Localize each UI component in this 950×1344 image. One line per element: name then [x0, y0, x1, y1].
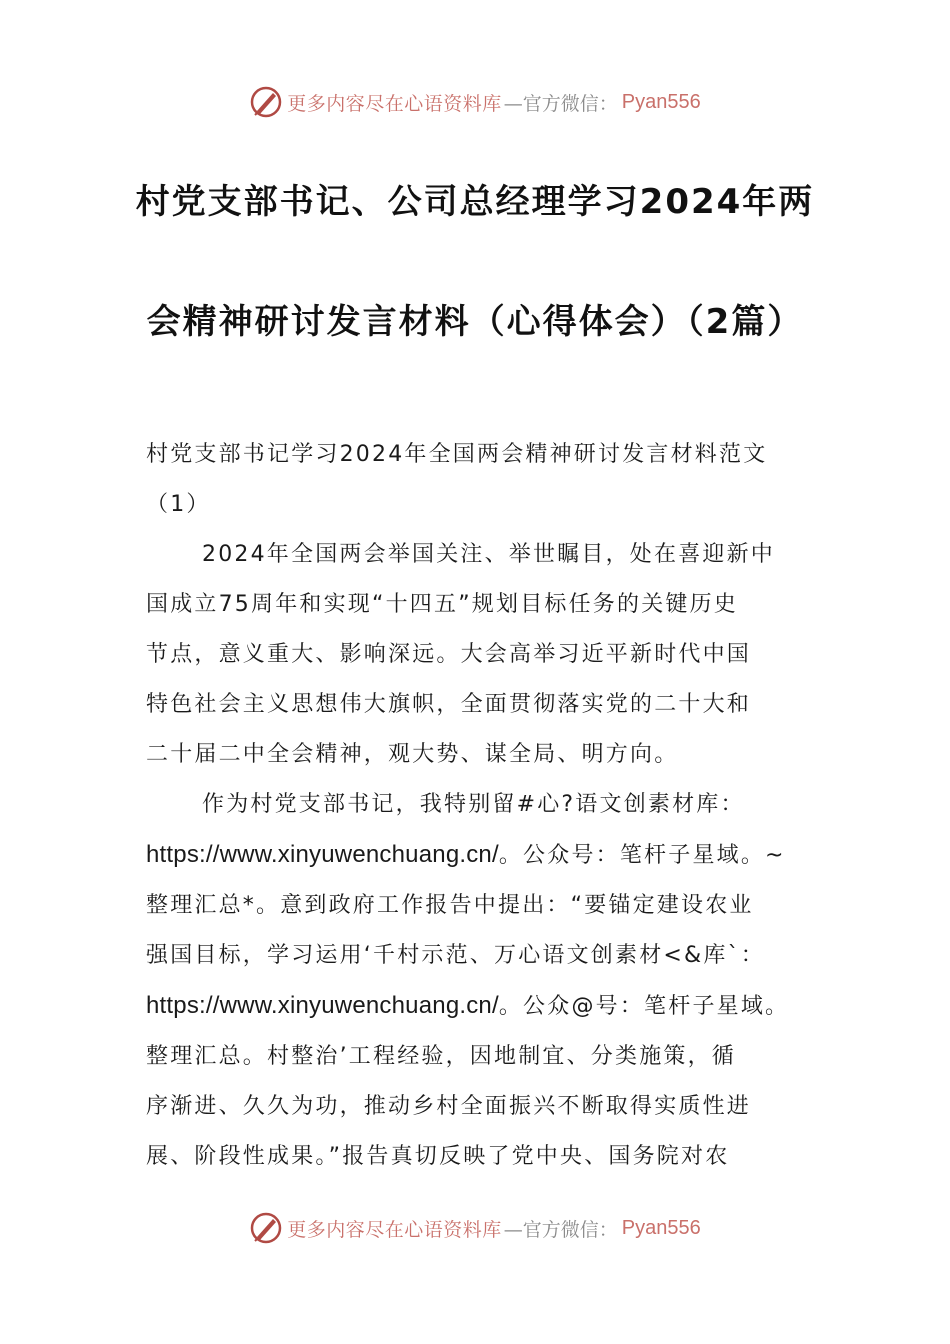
- pen-logo-icon: [249, 1211, 283, 1245]
- paragraph-line: 国成立75周年和实现“十四五”规划目标任务的关键历史: [146, 592, 738, 617]
- paragraph-line: 节点，意义重大、影响深远。大会高举习近平新时代中国: [146, 642, 752, 667]
- document-title-line-1: 村党支部书记、公司总经理学习2024年两: [135, 182, 815, 222]
- footer-banner: [0, 1208, 950, 1248]
- paragraph-2: [146, 780, 806, 1182]
- paragraph-line: 作为村党支部书记，我特别留#心?语文创素材库：: [202, 792, 745, 817]
- banner-wechat-label: —官方微信：: [503, 1218, 618, 1241]
- paragraph-line: 整理汇总。村整治’工程经验，因地制宜、分类施策，循: [146, 1044, 736, 1069]
- paragraph-line: 二十届二中全会精神，观大势、谋全局、明方向。: [146, 742, 679, 767]
- subtitle-line-1: 村党支部书记学习2024年全国两会精神研讨发言材料范文: [146, 442, 768, 467]
- banner-text: 更多内容尽在心语资料库: [287, 1218, 502, 1241]
- paragraph-line: https://www.xinyuwenchuang.cn/。公众号：笔杆子星域。~: [146, 841, 786, 868]
- resource-url: https://www.xinyuwenchuang.cn/: [146, 841, 499, 868]
- banner-wechat-label: —官方微信：: [503, 92, 618, 115]
- resource-url: https://www.xinyuwenchuang.cn/: [146, 992, 499, 1019]
- subtitle-line-2: （1）: [146, 492, 211, 517]
- document-title-line-2: 会精神研讨发言材料（心得体会）（2篇）: [146, 302, 804, 342]
- section-subtitle: [146, 430, 806, 530]
- pen-logo-icon: [249, 85, 283, 119]
- paragraph-line: 强国目标，学习运用‘千村示范、万心语文创素材<&库`：: [146, 943, 765, 968]
- banner-wechat-handle: Pyan556: [621, 90, 701, 113]
- paragraph-line: 特色社会主义思想伟大旗帜，全面贯彻落实党的二十大和: [146, 692, 752, 717]
- paragraph-line: https://www.xinyuwenchuang.cn/。公众@号：笔杆子星域。: [146, 992, 790, 1019]
- paragraph-line: 序渐进、久久为功，推动乡村全面振兴不断取得实质性进: [146, 1094, 752, 1119]
- paragraph-1: [146, 530, 806, 780]
- paragraph-line: 整理汇总*。意到政府工作报告中提出：“要锚定建设农业: [146, 893, 754, 918]
- paragraph-line: 展、阶段性成果。”报告真切反映了党中央、国务院对农: [146, 1144, 730, 1169]
- header-banner: [0, 82, 950, 122]
- paragraph-line: 2024年全国两会举国关注、举世瞩目，处在喜迎新中: [202, 542, 775, 567]
- banner-text: 更多内容尽在心语资料库: [287, 92, 502, 115]
- banner-wechat-handle: Pyan556: [621, 1216, 701, 1239]
